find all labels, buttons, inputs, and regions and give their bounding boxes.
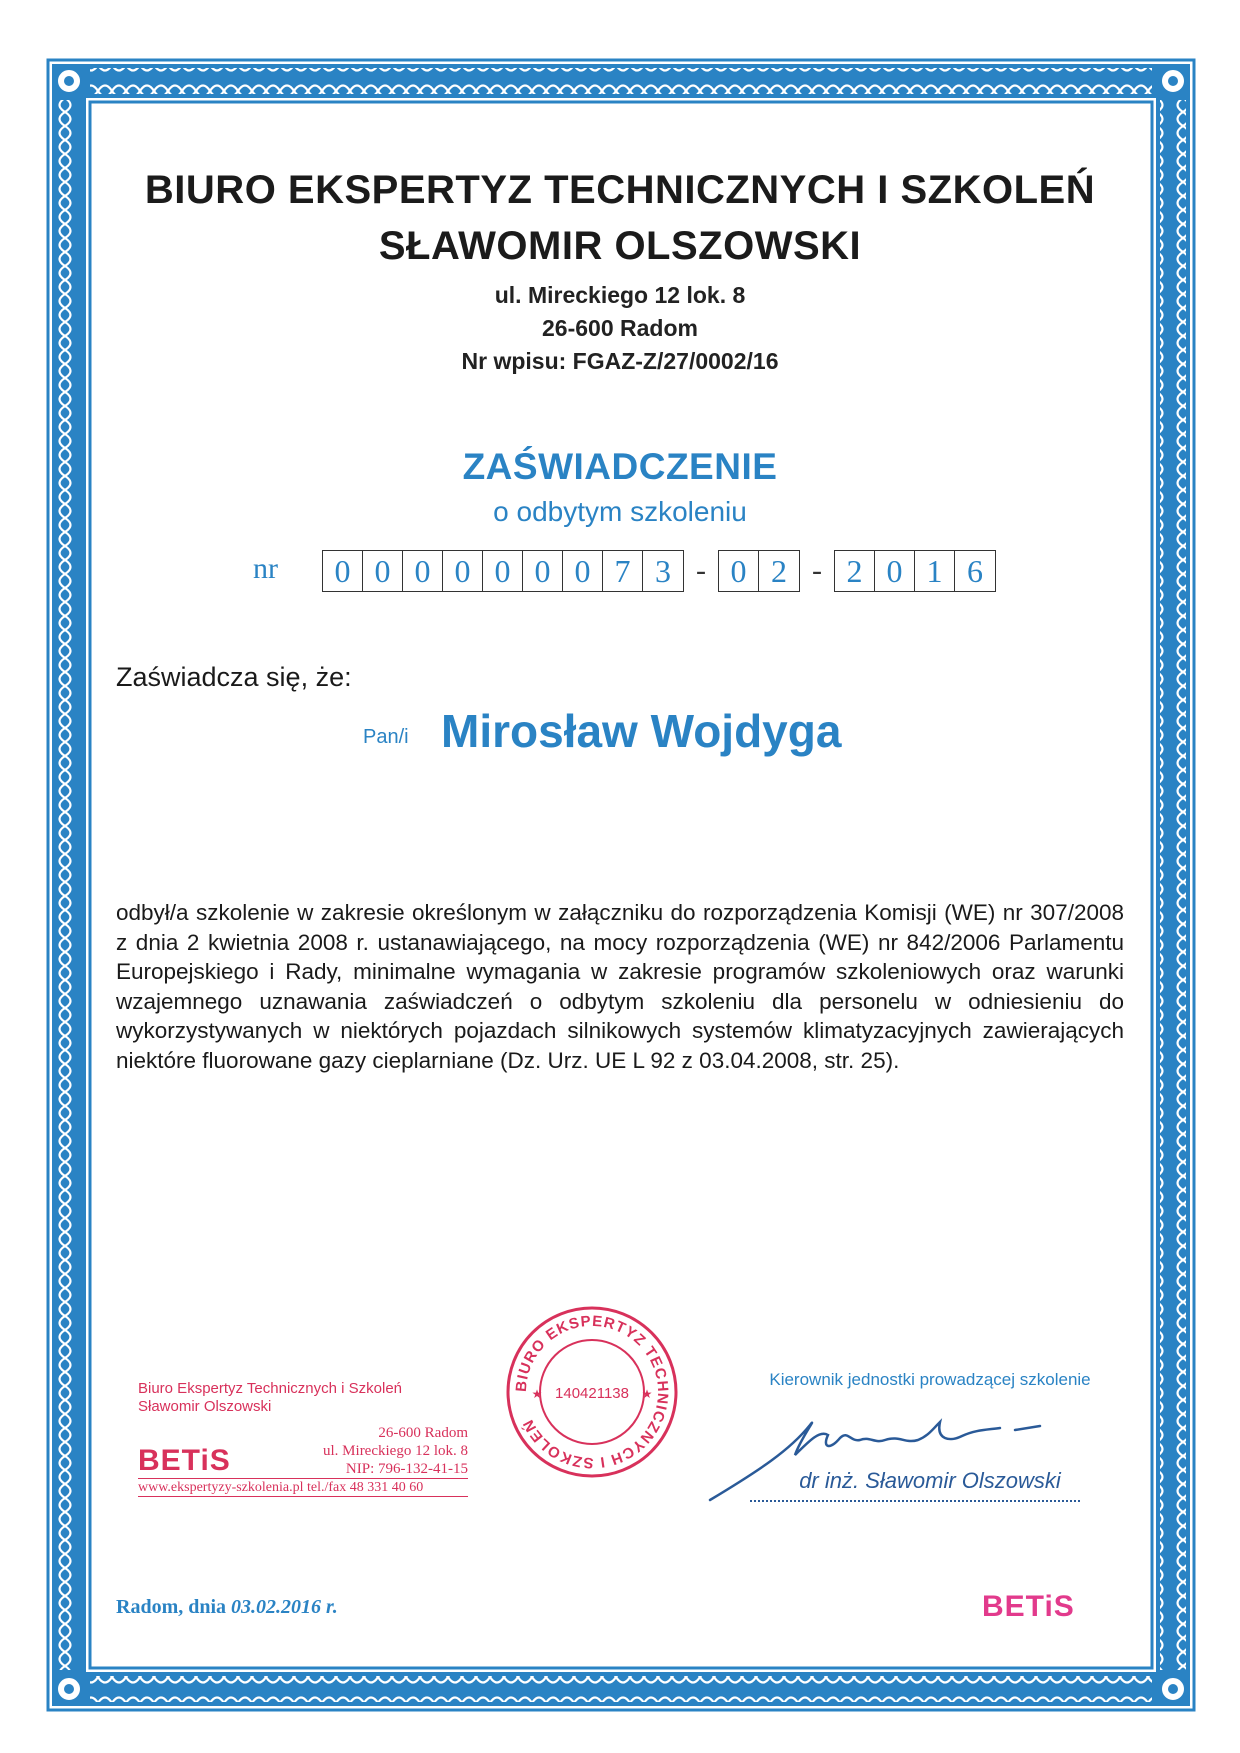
year-digit: 1 [915, 551, 955, 591]
company-stamp [138, 1380, 468, 1497]
issue-place: Radom, dnia [116, 1596, 227, 1618]
seal-ring-text: BIURO EKSPERTYZ TECHNICZNYCH I SZKOLEŃ [512, 1312, 672, 1472]
brand-logo: BETiS [982, 1590, 1075, 1623]
registry-number: Nr wpisu: FGAZ-Z/27/0002/16 [461, 348, 779, 374]
number-digit: 0 [523, 551, 563, 591]
year-digit: 2 [835, 551, 875, 591]
seal-center-number: 140421138 [555, 1385, 629, 1402]
stamp-contact: www.ekspertyzy-szkolenia.pl tel./fax 48 331 40 60 [138, 1478, 468, 1497]
number-digits [322, 550, 684, 592]
company-owner: SŁAWOMIR OLSZOWSKI [378, 224, 862, 268]
stamp-company-owner: Sławomir Olszowski [138, 1398, 272, 1415]
recipient-prefix: Pan/i [363, 726, 409, 748]
number-digit: 0 [363, 551, 403, 591]
signature-caption: Kierownik jednostki prowadzącej szkolenie [769, 1370, 1091, 1389]
signature-line [750, 1500, 1080, 1502]
round-seal [502, 1302, 682, 1482]
company-street: ul. Mireckiego 12 lok. 8 [494, 282, 746, 308]
stamp-city: 26-600 Radom [378, 1425, 468, 1441]
stamp-nip: NIP: 796-132-41-15 [345, 1461, 468, 1477]
certificate-intro: Zaświadcza się, że: [116, 662, 352, 692]
number-digit: 0 [483, 551, 523, 591]
number-digit: 0 [403, 551, 443, 591]
certificate-number [322, 550, 996, 592]
number-digit: 3 [655, 553, 671, 589]
number-separator: - [812, 554, 822, 587]
seal-star-icon: ★ [641, 1387, 653, 1401]
certificate-title: ZAŚWIADCZENIE [462, 446, 778, 487]
issue-place-date [116, 1596, 338, 1619]
number-digit: 0 [443, 551, 483, 591]
stamp-brand-logo: BETiS [138, 1444, 231, 1477]
number-separator: - [696, 554, 706, 587]
month-digits [718, 550, 800, 592]
recipient-name: Mirosław Wojdyga [441, 705, 842, 757]
company-city: 26-600 Radom [542, 315, 698, 341]
month-digit: 2 [771, 553, 787, 589]
number-digit: 0 [323, 551, 363, 591]
certificate-body: odbył/a szkolenie w zakresie określonym w załączniku do rozporządzenia Komisji (WE) nr 307/2008 z dnia 2 kwietnia 2008 r. ustanawiającego, na mocy rozporządzenia (WE) nr 842/2006 Parlamentu Europejskiego i Rady, minimalne wymagania w zakresie programów szkoleniowych oraz warunki wzajemnego uznawania zaświadczeń o odbytym szkoleniu dla personelu w odniesieniu do wykorzystywanych w niektórych pojazdach silnikowych systemów klimatyzacyjnych zawierających niektóre fluorowane gazy cieplarniane (Dz. Urz. UE L 92 z 03.04.2008, str. 25). [116, 900, 1124, 1073]
year-digit: 0 [875, 551, 915, 591]
certificate-subtitle: o odbytym szkoleniu [493, 496, 747, 527]
year-digit: 6 [967, 553, 983, 589]
number-digit: 7 [603, 551, 643, 591]
month-digit: 0 [719, 551, 759, 591]
signatory-name: dr inż. Sławomir Olszowski [799, 1468, 1061, 1493]
nr-label: nr [253, 552, 278, 585]
company-name: BIURO EKSPERTYZ TECHNICZNYCH I SZKOLEŃ [144, 168, 1096, 212]
number-digit: 0 [563, 551, 603, 591]
stamp-street: ul. Mireckiego 12 lok. 8 [323, 1443, 468, 1459]
issue-date: 03.02.2016 r. [231, 1596, 338, 1618]
year-digits [834, 550, 996, 592]
stamp-company-name: Biuro Ekspertyz Technicznych i Szkoleń [138, 1380, 403, 1397]
seal-star-icon: ★ [531, 1387, 543, 1401]
